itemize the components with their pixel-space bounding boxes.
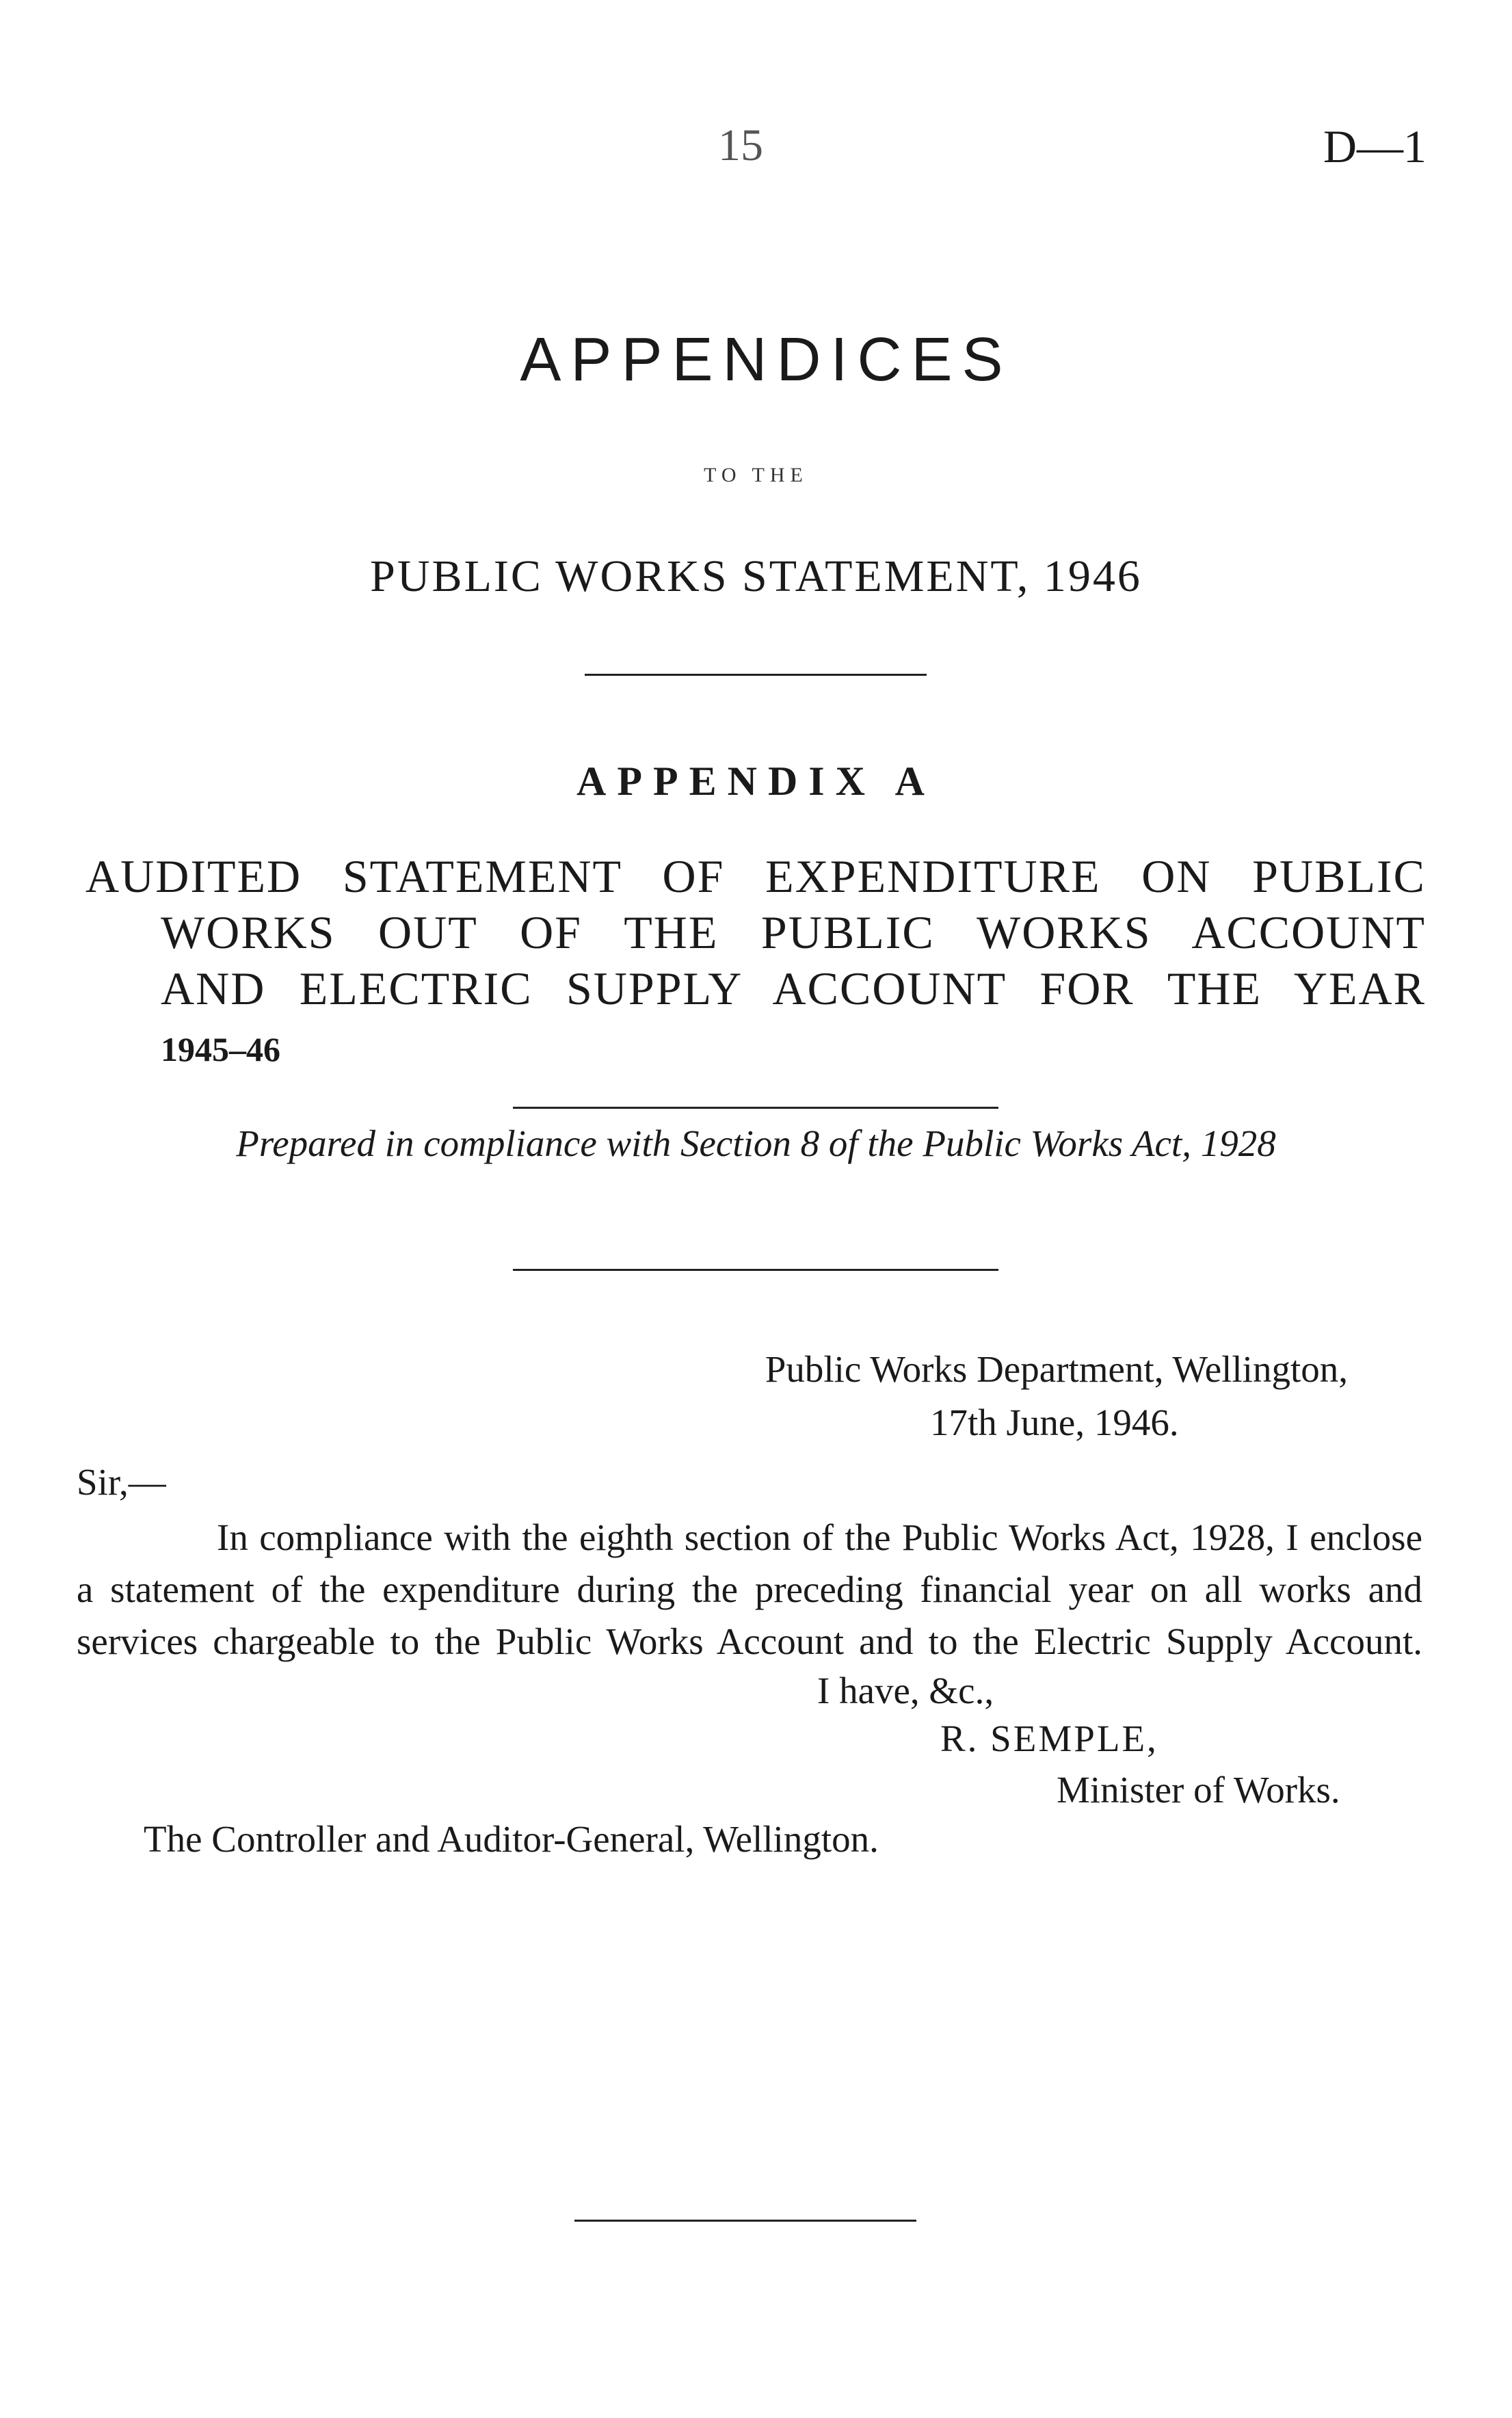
divider-rule: [585, 674, 927, 676]
body-line: In compliance with the eighth section of the Public Works Act, 1928, I enclose: [217, 1516, 1422, 1558]
prepared-note: Prepared in compliance with Section 8 of the Public Works Act, 1928: [236, 1122, 1276, 1164]
page-number: 15: [718, 120, 763, 170]
signer-title: Minister of Works.: [1057, 1769, 1340, 1811]
salutation: Sir,—: [77, 1461, 166, 1503]
signer-name: R. SEMPLE,: [940, 1718, 1158, 1759]
heading-line: AUDITED STATEMENT OF EXPENDITURE ON PUBLIC: [85, 850, 1426, 902]
heading-line: WORKS OUT OF THE PUBLIC WORKS ACCOUNT: [161, 906, 1426, 958]
statement-title: PUBLIC WORKS STATEMENT, 1946: [370, 551, 1142, 601]
divider-rule: [513, 1107, 998, 1109]
document-code: D—1: [1323, 120, 1427, 172]
divider-rule: [513, 1269, 998, 1271]
closing: I have, &c.,: [817, 1670, 994, 1711]
body-line: services chargeable to the Public Works Account and to the Electric Supply Account.: [77, 1620, 1422, 1662]
heading-year: 1945–46: [161, 1030, 280, 1068]
body-line: a statement of the expenditure during the preceding financial year on all works and: [77, 1568, 1422, 1610]
sender-address: Public Works Department, Wellington,: [765, 1348, 1348, 1390]
heading-line: AND ELECTRIC SUPPLY ACCOUNT FOR THE YEAR: [161, 962, 1426, 1014]
letter-body: [77, 1512, 1422, 1668]
appendix-heading: [85, 848, 1426, 1016]
letter-date: 17th June, 1946.: [930, 1402, 1179, 1443]
appendix-label: APPENDIX A: [576, 759, 936, 804]
divider-rule: [574, 2220, 916, 2222]
addressee: The Controller and Auditor-General, Wellington.: [144, 1818, 879, 1860]
main-title: APPENDICES: [520, 326, 1013, 394]
title-connector: TO THE: [704, 464, 808, 486]
